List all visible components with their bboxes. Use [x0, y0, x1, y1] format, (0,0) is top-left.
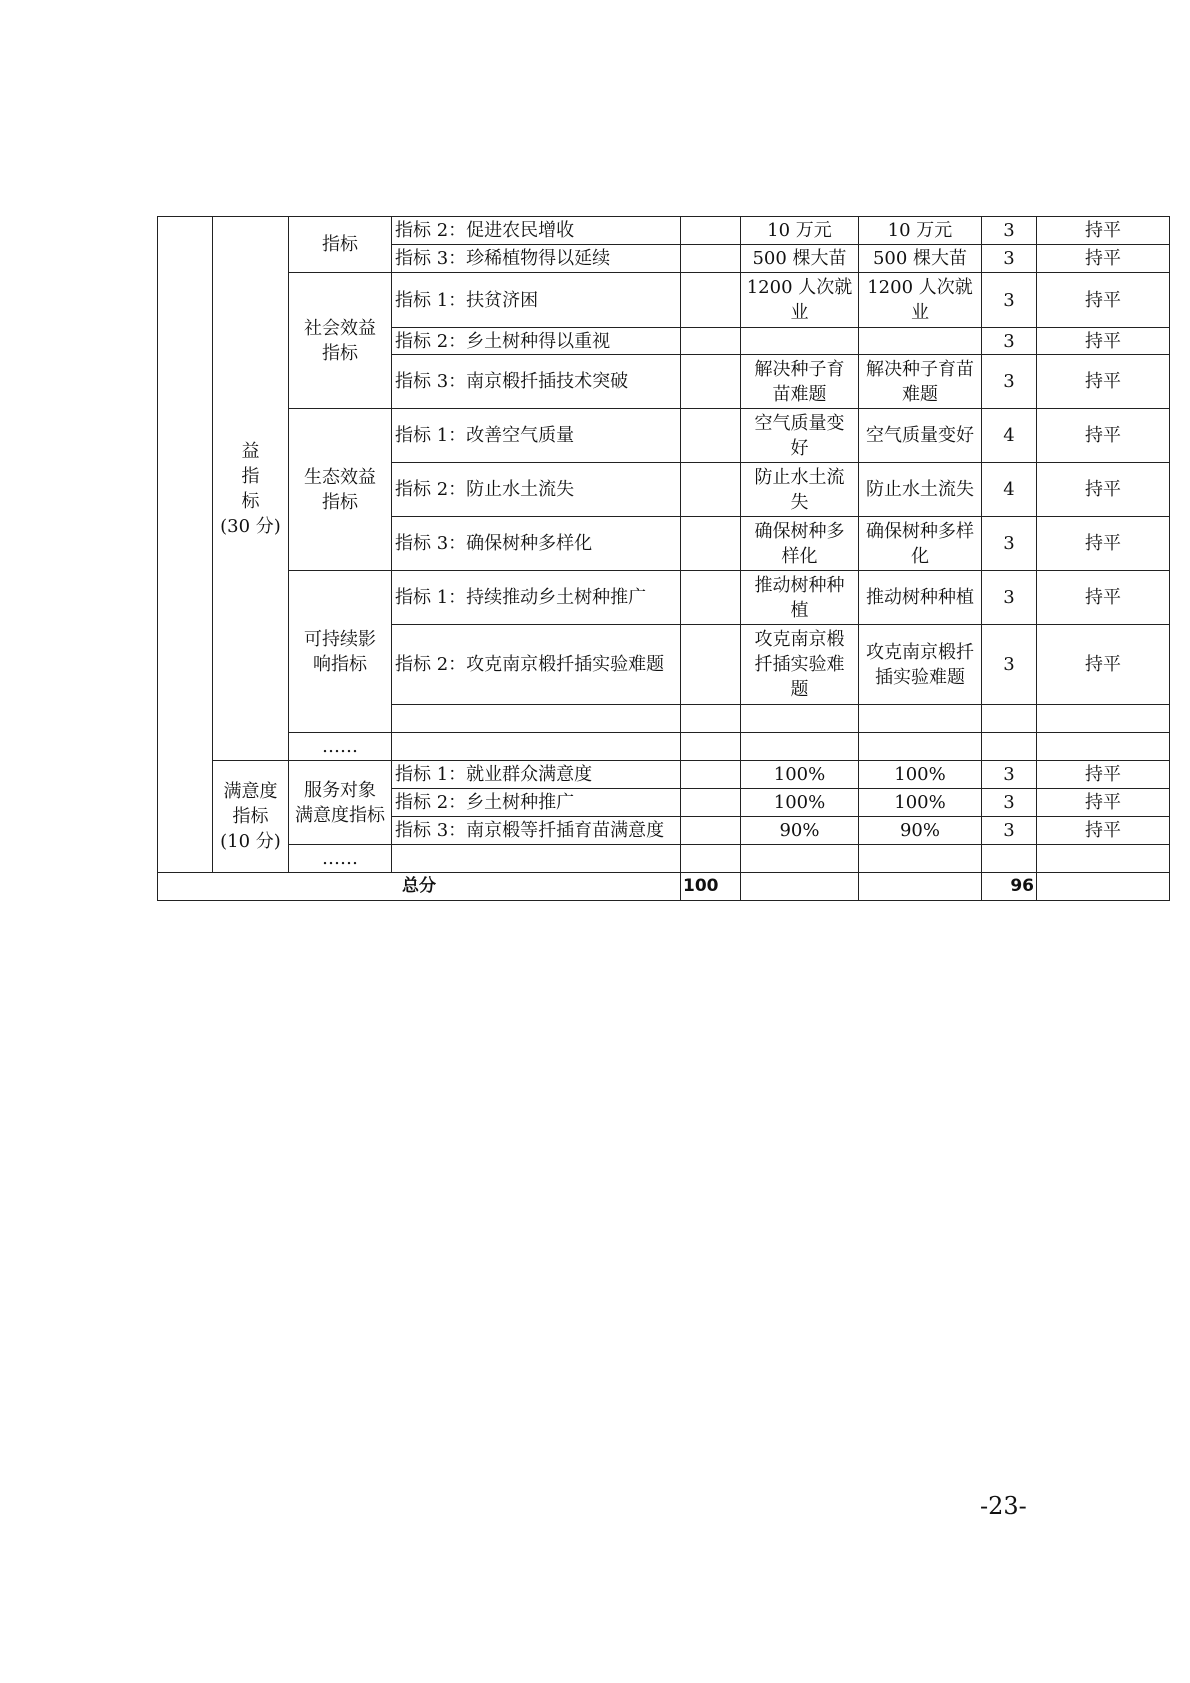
- table-row: [158, 217, 1170, 245]
- actual-cell: 确保树种多样 化: [859, 517, 982, 571]
- note-cell: 持平: [1037, 761, 1170, 789]
- score-cell: 3: [982, 328, 1037, 355]
- actual-cell: 90%: [859, 817, 982, 845]
- level1-blank-cell: [158, 217, 213, 873]
- target-cell: 100%: [741, 789, 859, 817]
- target-cell: [741, 845, 859, 873]
- indicator-cell: 指标 1：持续推动乡土树种推广: [392, 571, 681, 625]
- score-cell: 3: [982, 571, 1037, 625]
- actual-cell: [859, 705, 982, 733]
- table-row: [158, 761, 1170, 789]
- target-cell: 空气质量变 好: [741, 409, 859, 463]
- weight-cell: [681, 517, 741, 571]
- indicator-cell: 指标 2：促进农民增收: [392, 217, 681, 245]
- weight-cell: [681, 217, 741, 245]
- note-cell: 持平: [1037, 245, 1170, 273]
- indicator-cell: [392, 705, 681, 733]
- note-cell: [1037, 845, 1170, 873]
- indicator-cell: 指标 2：乡土树种得以重视: [392, 328, 681, 355]
- score-cell: [982, 733, 1037, 761]
- performance-table: [157, 216, 1170, 901]
- score-cell: 3: [982, 625, 1037, 705]
- ecological-subcategory-cell: 生态效益 指标: [289, 409, 392, 571]
- target-cell: [741, 733, 859, 761]
- indicator-cell: 指标 1：改善空气质量: [392, 409, 681, 463]
- total-note-cell: [1037, 873, 1170, 901]
- score-cell: 3: [982, 245, 1037, 273]
- indicator-cell: 指标 3：南京椴扦插技术突破: [392, 355, 681, 409]
- actual-cell: [859, 733, 982, 761]
- actual-cell: 1200 人次就业: [859, 273, 982, 328]
- weight-cell: [681, 625, 741, 705]
- score-cell: 3: [982, 217, 1037, 245]
- table-row: [158, 409, 1170, 463]
- page-number: -23-: [980, 1492, 1027, 1520]
- note-cell: [1037, 705, 1170, 733]
- actual-cell: 防止水土流失: [859, 463, 982, 517]
- note-cell: 持平: [1037, 817, 1170, 845]
- score-cell: [982, 845, 1037, 873]
- actual-cell: 500 棵大苗: [859, 245, 982, 273]
- total-row: [158, 873, 1170, 901]
- score-cell: 3: [982, 355, 1037, 409]
- target-cell: 解决种子育 苗难题: [741, 355, 859, 409]
- indicator-cell: 指标 3：确保树种多样化: [392, 517, 681, 571]
- actual-cell: 100%: [859, 761, 982, 789]
- target-cell: 推动树种种 植: [741, 571, 859, 625]
- target-cell: [741, 328, 859, 355]
- ellipsis-cell: ……: [289, 845, 392, 873]
- actual-cell: 解决种子育苗 难题: [859, 355, 982, 409]
- weight-cell: [681, 409, 741, 463]
- indicator-cell: 指标 3：南京椴等扦插育苗满意度: [392, 817, 681, 845]
- actual-cell: 空气质量变好: [859, 409, 982, 463]
- score-cell: 3: [982, 789, 1037, 817]
- satisfaction-subcategory-cell: 服务对象 满意度指标: [289, 761, 392, 845]
- score-cell: 4: [982, 409, 1037, 463]
- score-cell: 4: [982, 463, 1037, 517]
- indicator-cell: 指标 1：扶贫济困: [392, 273, 681, 328]
- weight-cell: [681, 355, 741, 409]
- note-cell: [1037, 733, 1170, 761]
- sustainable-subcategory-cell: 可持续影 响指标: [289, 571, 392, 733]
- weight-cell: [681, 733, 741, 761]
- note-cell: 持平: [1037, 517, 1170, 571]
- note-cell: 持平: [1037, 789, 1170, 817]
- benefit-category-cell: 益 指 标 (30 分): [213, 217, 289, 761]
- note-cell: 持平: [1037, 273, 1170, 328]
- weight-cell: [681, 845, 741, 873]
- actual-cell: 攻克南京椴扦 插实验难题: [859, 625, 982, 705]
- target-cell: 100%: [741, 761, 859, 789]
- table-row: [158, 845, 1170, 873]
- weight-cell: [681, 817, 741, 845]
- total-score-cell: 96: [982, 873, 1037, 901]
- target-cell: 确保树种多 样化: [741, 517, 859, 571]
- total-label-cell: 总分: [158, 873, 681, 901]
- total-target-cell: [741, 873, 859, 901]
- actual-cell: [859, 845, 982, 873]
- note-cell: 持平: [1037, 571, 1170, 625]
- note-cell: 持平: [1037, 409, 1170, 463]
- score-cell: 3: [982, 517, 1037, 571]
- note-cell: 持平: [1037, 463, 1170, 517]
- score-cell: 3: [982, 273, 1037, 328]
- weight-cell: [681, 463, 741, 517]
- actual-cell: 10 万元: [859, 217, 982, 245]
- indicator-cell: 指标 2：攻克南京椴扦插实验难题: [392, 625, 681, 705]
- table-row: [158, 733, 1170, 761]
- weight-cell: [681, 761, 741, 789]
- weight-cell: [681, 273, 741, 328]
- target-cell: 90%: [741, 817, 859, 845]
- table-row: [158, 571, 1170, 625]
- target-cell: [741, 705, 859, 733]
- note-cell: 持平: [1037, 355, 1170, 409]
- target-cell: 1200 人次就 业: [741, 273, 859, 328]
- score-cell: 3: [982, 817, 1037, 845]
- indicator-cell: 指标 1：就业群众满意度: [392, 761, 681, 789]
- weight-cell: [681, 571, 741, 625]
- target-cell: 500 棵大苗: [741, 245, 859, 273]
- total-actual-cell: [859, 873, 982, 901]
- indicator-cell: 指标 2：乡土树种推广: [392, 789, 681, 817]
- total-weight-cell: 100: [681, 873, 741, 901]
- indicator-cell: [392, 733, 681, 761]
- indicator-cell: [392, 845, 681, 873]
- economic-subcategory-cell: 指标: [289, 217, 392, 273]
- ellipsis-cell: ……: [289, 733, 392, 761]
- social-subcategory-cell: 社会效益 指标: [289, 273, 392, 409]
- actual-cell: 100%: [859, 789, 982, 817]
- table-row: [158, 273, 1170, 328]
- weight-cell: [681, 328, 741, 355]
- score-cell: [982, 705, 1037, 733]
- target-cell: 防止水土流 失: [741, 463, 859, 517]
- weight-cell: [681, 789, 741, 817]
- note-cell: 持平: [1037, 328, 1170, 355]
- actual-cell: 推动树种种植: [859, 571, 982, 625]
- note-cell: 持平: [1037, 217, 1170, 245]
- score-cell: 3: [982, 761, 1037, 789]
- weight-cell: [681, 705, 741, 733]
- satisfaction-category-cell: 满意度 指标 (10 分): [213, 761, 289, 873]
- actual-cell: [859, 328, 982, 355]
- target-cell: 10 万元: [741, 217, 859, 245]
- target-cell: 攻克南京椴 扦插实验难 题: [741, 625, 859, 705]
- indicator-cell: 指标 2：防止水土流失: [392, 463, 681, 517]
- indicator-cell: 指标 3：珍稀植物得以延续: [392, 245, 681, 273]
- weight-cell: [681, 245, 741, 273]
- note-cell: 持平: [1037, 625, 1170, 705]
